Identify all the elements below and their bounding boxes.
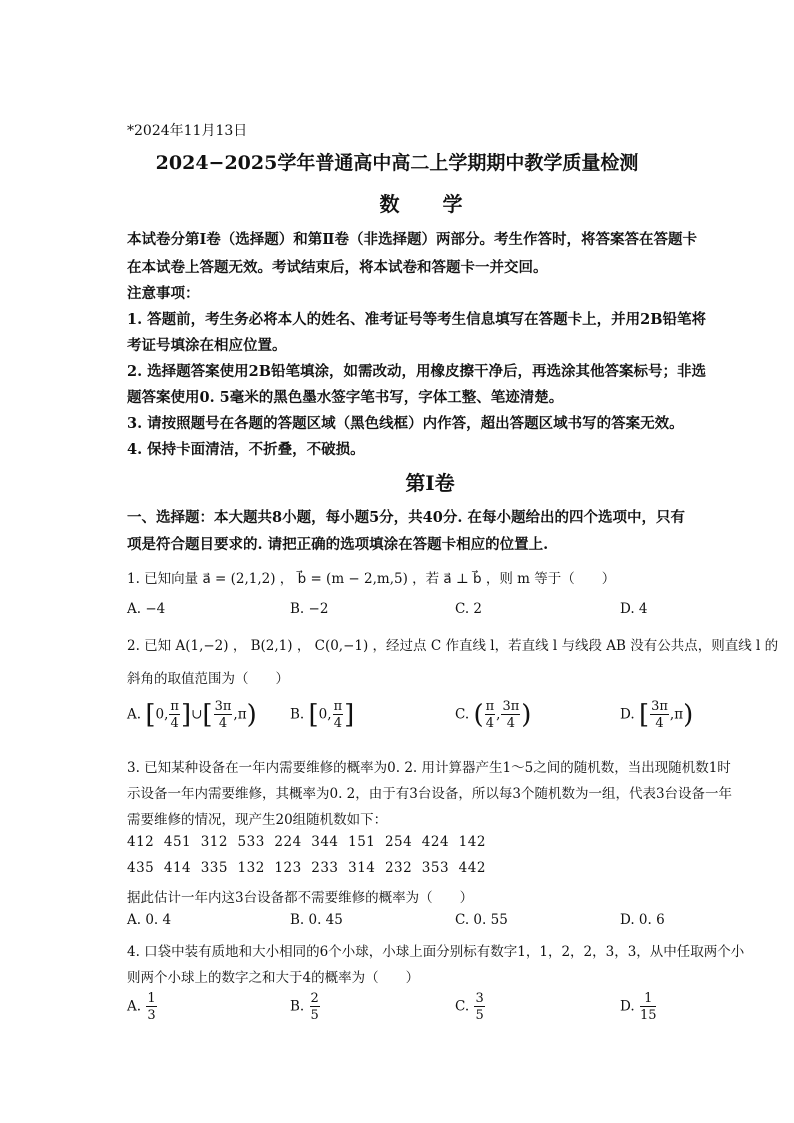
q4-option-a [127,992,158,1022]
note-2-line-1: 2. 选择题答案使用2B铅笔填涂，如需改动，用橡皮擦干净后，再选涂其他答案标号；非选 [127,363,707,380]
q1-option-d: D. 4 [620,601,648,617]
q2-a-pi: π [237,706,247,723]
exam-subject: 数 学 [379,192,481,216]
q2-option-a-label: A. [127,706,142,723]
q4-option-b-label: B. [290,998,305,1015]
q4-option-c-label: C. [455,998,470,1015]
instruction-line-2: 在本试卷上答题无效。考试结束后，将本试卷和答题卡一并交回。 [127,259,548,276]
q2-a-zero: 0 [155,706,165,723]
instruction-line-1: 本试卷分第Ⅰ卷（选择题）和第Ⅱ卷（非选择题）两部分。考生作答时，将答案答在答题卡 [127,231,697,248]
q2-a-frac-1: $\frac{\pi}{4}$ [170,699,179,731]
q2-option-d: D. [ $\frac{3\pi}{4}$ ,π) [620,699,694,731]
q1-stem: 1. 已知向量 a⃗ = (2,1,2) ， b⃗ = (m − 2,m,5) ，若 a⃗ ⊥ b⃗ ，则 m 等于（ ） [127,571,616,587]
q4-option-d [620,992,657,1022]
q4-option-d-label: D. [620,998,635,1015]
q2-option-a: A. [0, $\frac{\pi}{4}$ ]∪[ $\frac{3\pi}{4}$ ,π) [127,699,257,731]
q4-option-c [455,992,486,1022]
section-intro-line-2: 项是符合题目要求的. 请把正确的选项填涂在答题卡相应的位置上. [127,536,549,553]
q2-option-d-label: D. [620,706,635,723]
exam-date: *2024年11月13日 [127,123,248,139]
q3-stem-line-1: 3. 已知某种设备在一年内需要维修的概率为0. 2. 用计算器产生1～5之间的随机数，当出现随机数1时 [127,760,731,776]
q4-stem-line-1: 4. 口袋中装有质地和大小相同的6个小球，小球上面分别标有数字1，1，2，2，3，3，从中任取两个小 [127,944,745,960]
note-3: 3. 请按照题号在各题的答题区域（黑色线框）内作答，超出答题区域书写的答案无效。 [127,415,684,432]
section-title: 第Ⅰ卷 [405,471,455,495]
note-1-line-1: 1. 答题前，考生务必将本人的姓名、准考证号等考生信息填写在答题卡上，并用2B铅笔将 [127,311,707,328]
q4-b-frac: $\frac{2}{5}$ [310,991,319,1023]
q2-stem-line-2: 斜角的取值范围为（ ） [127,671,289,687]
q1-option-c: C. 2 [455,601,483,617]
q4-option-b [290,992,321,1022]
q2-option-b: B. [0, $\frac{\pi}{4}$ ] [290,699,355,731]
q2-b-zero: 0 [318,706,328,723]
note-1-line-2: 考证号填涂在相应位置。 [127,337,287,354]
q3-option-b: B. 0. 45 [290,912,343,928]
q3-option-c: C. 0. 55 [455,912,508,928]
q1-option-a: A. −4 [127,601,166,617]
q1-option-b: B. −2 [290,601,329,617]
exam-title: 2024−2025学年普通高中高二上学期期中教学质量检测 [155,152,639,174]
q3-random-row-2: 435 414 335 132 123 233 314 232 353 442 [127,860,486,876]
q3-random-row-1: 412 451 312 533 224 344 151 254 424 142 [127,834,486,850]
q3-option-d: D. 0. 6 [620,912,665,928]
q2-option-b-label: B. [290,706,305,723]
q3-stem-line-2: 示设备一年内需要维修，其概率为0. 2，由于有3台设备，所以每3个随机数为一组，代表3台设备一年 [127,786,733,802]
q2-d-pi: π [674,706,684,723]
q2-c-frac-2: $\frac{3\pi}{4}$ [502,699,520,731]
q2-b-frac: $\frac{\pi}{4}$ [333,699,343,731]
q2-stem-line-1: 2. 已知 A(1,−2) ， B(2,1) ， C(0,−1) ，经过点 C 作直线 l，若直线 l 与线段 AB 没有公共点，则直线 l 的 [127,638,779,654]
note-2-line-2: 题答案使用0. 5毫米的黑色墨水签字笔书写，字体工整、笔迹清楚。 [127,389,564,406]
note-4: 4. 保持卡面清洁，不折叠，不破损。 [127,441,365,458]
q4-c-frac: $\frac{3}{5}$ [475,991,484,1023]
q3-stem-line-4: 据此估计一年内这3台设备都不需要维修的概率为（ ） [127,890,474,906]
q4-a-frac: $\frac{1}{3}$ [147,991,156,1023]
q2-a-frac-2: $\frac{3\pi}{4}$ [214,699,232,731]
q2-option-c: C. ( $\frac{\pi}{4}$ , $\frac{3\pi}{4}$ ) [455,699,532,731]
q3-option-a: A. 0. 4 [127,912,172,928]
q4-option-a-label: A. [127,998,142,1015]
q2-c-frac-1: $\frac{\pi}{4}$ [485,699,495,731]
q2-a-union: ∪ [191,706,203,723]
section-intro-line-1: 一、选择题：本大题共8小题，每小题5分，共40分. 在每小题给出的四个选项中，只有 [127,509,685,526]
notes-title: 注意事项： [127,285,200,302]
q4-stem-line-2: 则两个小球上的数字之和大于4的概率为（ ） [127,970,420,986]
q2-option-c-label: C. [455,706,470,723]
q3-stem-line-3: 需要维修的情况，现产生20组随机数如下： [127,812,388,828]
q2-d-frac: $\frac{3\pi}{4}$ [651,699,668,731]
q4-d-frac: $\frac{1}{15}$ [639,991,657,1023]
